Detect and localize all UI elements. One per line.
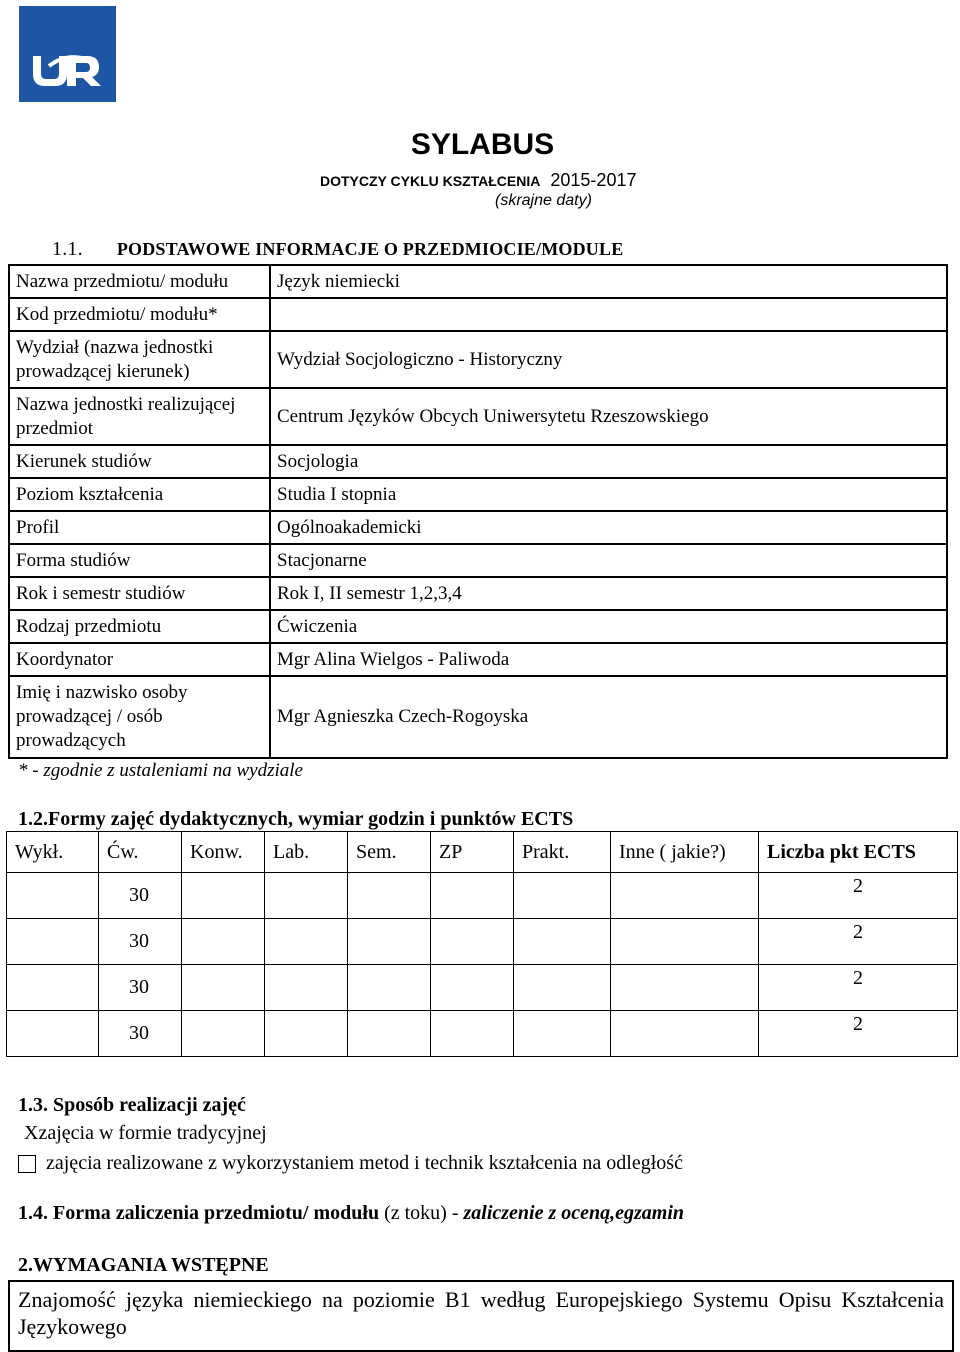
prerequisites-box: Znajomość języka niemieckiego na poziomie B1 według Europejskiego Systemu Opisu Kształcenia Językowego [8,1280,954,1352]
section-1-2-heading: 1.2.Formy zajęć dydaktycznych, wymiar godzin i punktów ECTS [18,808,574,830]
table-cell [182,965,265,1011]
table-cell [431,873,514,919]
section-2-heading: 2.WYMAGANIA WSTĘPNE [18,1254,269,1276]
table-cell: 2 [759,1011,958,1057]
row-value: Ogólnoakademicki [270,511,947,544]
row-value: Język niemiecki [270,265,947,298]
row-value: Ćwiczenia [270,610,947,643]
table-row [9,610,947,643]
table-cell [431,919,514,965]
table-cell [611,965,759,1011]
table-cell [182,1011,265,1057]
table-row [9,643,947,676]
column-header: Liczba pkt ECTS [759,832,958,873]
row-value: Centrum Języków Obcych Uniwersytetu Rzeszowskiego [270,388,947,445]
table-row [9,544,947,577]
table-row [9,577,947,610]
row-value: Mgr Agnieszka Czech-Rogoyska [270,676,947,758]
footnote: * - zgodnie z ustaleniami na wydziale [18,760,303,781]
table-cell [514,873,611,919]
section-1-1-heading [52,238,623,261]
table-cell [611,1011,759,1057]
table-cell [348,965,431,1011]
row-label: Nazwa przedmiotu/ modułu [9,265,270,298]
table-cell [7,919,99,965]
section-number: 1.1. [52,238,83,260]
row-label: Rodzaj przedmiotu [9,610,270,643]
table-cell: 2 [759,919,958,965]
row-label: Forma studiów [9,544,270,577]
row-value: Wydział Socjologiczno - Historyczny [270,331,947,388]
table-cell [182,919,265,965]
table-row [7,1011,958,1057]
table-row [7,919,958,965]
table-cell [265,919,348,965]
column-header: Ćw. [99,832,182,873]
table-row [9,445,947,478]
table-cell [431,1011,514,1057]
university-logo-icon [19,6,116,102]
table-cell [265,965,348,1011]
table-cell [348,1011,431,1057]
column-header: Wykł. [7,832,99,873]
row-value: Socjologia [270,445,947,478]
section-1-3-heading: 1.3. Sposób realizacji zajęć [18,1094,246,1116]
cycle-label: DOTYCZY CYKLU KSZTAŁCENIA [320,173,541,189]
column-header: Sem. [348,832,431,873]
ects-table [6,831,958,1057]
section-1-4-heading: 1.4. Forma zaliczenia przedmiotu/ modułu [18,1202,380,1224]
section-1-4-qualifier: (z toku) - [379,1202,464,1224]
table-cell: 30 [99,1011,182,1057]
row-label: Profil [9,511,270,544]
table-row [9,388,947,445]
table-cell [514,919,611,965]
table-cell [611,919,759,965]
row-value: Studia I stopnia [270,478,947,511]
table-cell [611,873,759,919]
table-cell [348,873,431,919]
table-cell [7,965,99,1011]
table-cell [514,965,611,1011]
row-value: Stacjonarne [270,544,947,577]
column-header: Konw. [182,832,265,873]
table-cell [7,873,99,919]
section-1-4 [18,1202,684,1225]
table-cell [182,873,265,919]
row-value: Rok I, II semestr 1,2,3,4 [270,577,947,610]
checkbox-icon[interactable] [18,1155,36,1173]
basic-info-table [8,264,948,759]
row-label: Kod przedmiotu/ modułu* [9,298,270,331]
table-cell: 30 [99,965,182,1011]
row-label: Nazwa jednostki realizującej przedmiot [9,388,270,445]
table-row [9,676,947,758]
table-row [7,965,958,1011]
option-distance-learning [18,1152,683,1175]
dates-note: (skrajne daty) [495,192,592,209]
table-row [9,265,947,298]
row-label: Poziom kształcenia [9,478,270,511]
assessment-form: zaliczenie z oceną,egzamin [463,1202,685,1224]
table-cell [265,873,348,919]
table-cell: 2 [759,873,958,919]
ects-header-row [7,832,958,873]
row-label: Kierunek studiów [9,445,270,478]
column-header: Inne ( jakie?) [611,832,759,873]
table-cell: 30 [99,873,182,919]
document-title: SYLABUS [410,128,555,161]
table-row [9,331,947,388]
column-header: Prakt. [514,832,611,873]
option-label: zajęcia realizowane z wykorzystaniem metod i technik kształcenia na odległość [46,1152,683,1174]
row-label: Wydział (nazwa jednostki prowadzącej kierunek) [9,331,270,388]
table-cell [348,919,431,965]
table-cell: 2 [759,965,958,1011]
logo-mark [19,6,116,102]
cycle-years: 2015-2017 [550,170,637,190]
table-row [9,298,947,331]
row-label: Imię i nazwisko osoby prowadzącej / osób prowadzących [9,676,270,758]
column-header: ZP [431,832,514,873]
section-title: PODSTAWOWE INFORMACJE O PRZEDMIOCIE/MODULE [116,239,624,259]
table-cell [7,1011,99,1057]
column-header: Lab. [265,832,348,873]
table-row [9,511,947,544]
row-label: Rok i semestr studiów [9,577,270,610]
option-traditional: Xzajęcia w formie tradycyjnej [24,1122,267,1144]
table-cell: 30 [99,919,182,965]
row-value [270,298,947,331]
table-cell [514,1011,611,1057]
table-row [7,873,958,919]
table-row [9,478,947,511]
table-cell [265,1011,348,1057]
cycle-line [320,170,636,191]
table-cell [431,965,514,1011]
row-label: Koordynator [9,643,270,676]
row-value: Mgr Alina Wielgos - Paliwoda [270,643,947,676]
